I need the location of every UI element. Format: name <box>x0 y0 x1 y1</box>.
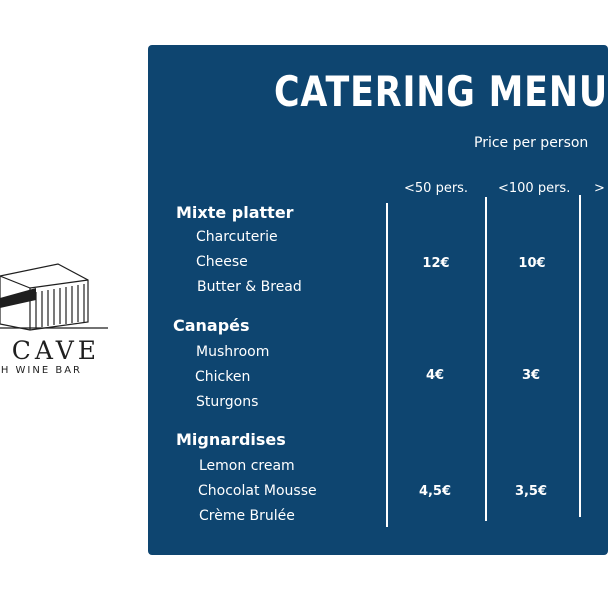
price-cell: 12€ <box>422 256 450 271</box>
menu-item: Sturgons <box>196 394 259 410</box>
column-divider <box>485 197 487 521</box>
column-divider <box>386 203 388 527</box>
section-title: Canapés <box>173 316 250 335</box>
logo-tagline: H WINE BAR <box>0 365 82 376</box>
column-header-under-100: <100 pers. <box>498 181 571 196</box>
column-header-over: > <box>594 181 605 196</box>
menu-item: Mushroom <box>196 344 270 360</box>
menu-item: Cheese <box>196 254 248 270</box>
column-divider <box>579 195 581 517</box>
menu-subtitle: Price per person <box>474 135 589 151</box>
menu-item: Chicken <box>195 369 251 385</box>
price-cell: 3€ <box>521 368 541 383</box>
menu-title: CATERING MENU <box>274 67 608 116</box>
section-title: Mignardises <box>176 430 286 449</box>
section-title: Mixte platter <box>176 203 294 222</box>
menu-item: Butter & Bread <box>197 279 302 295</box>
menu-item: Chocolat Mousse <box>198 483 317 499</box>
menu-item: Charcuterie <box>196 229 278 245</box>
column-header-under-50: <50 pers. <box>404 181 469 196</box>
menu-item: Lemon cream <box>199 458 295 474</box>
price-cell: 4,5€ <box>418 484 452 499</box>
menu-item: Crème Brulée <box>199 508 295 524</box>
price-cell: 10€ <box>518 256 546 271</box>
price-cell: 3,5€ <box>514 484 548 499</box>
price-cell: 4€ <box>425 368 445 383</box>
logo-wordmark: CAVE <box>11 336 100 365</box>
catering-menu-panel <box>148 45 608 555</box>
